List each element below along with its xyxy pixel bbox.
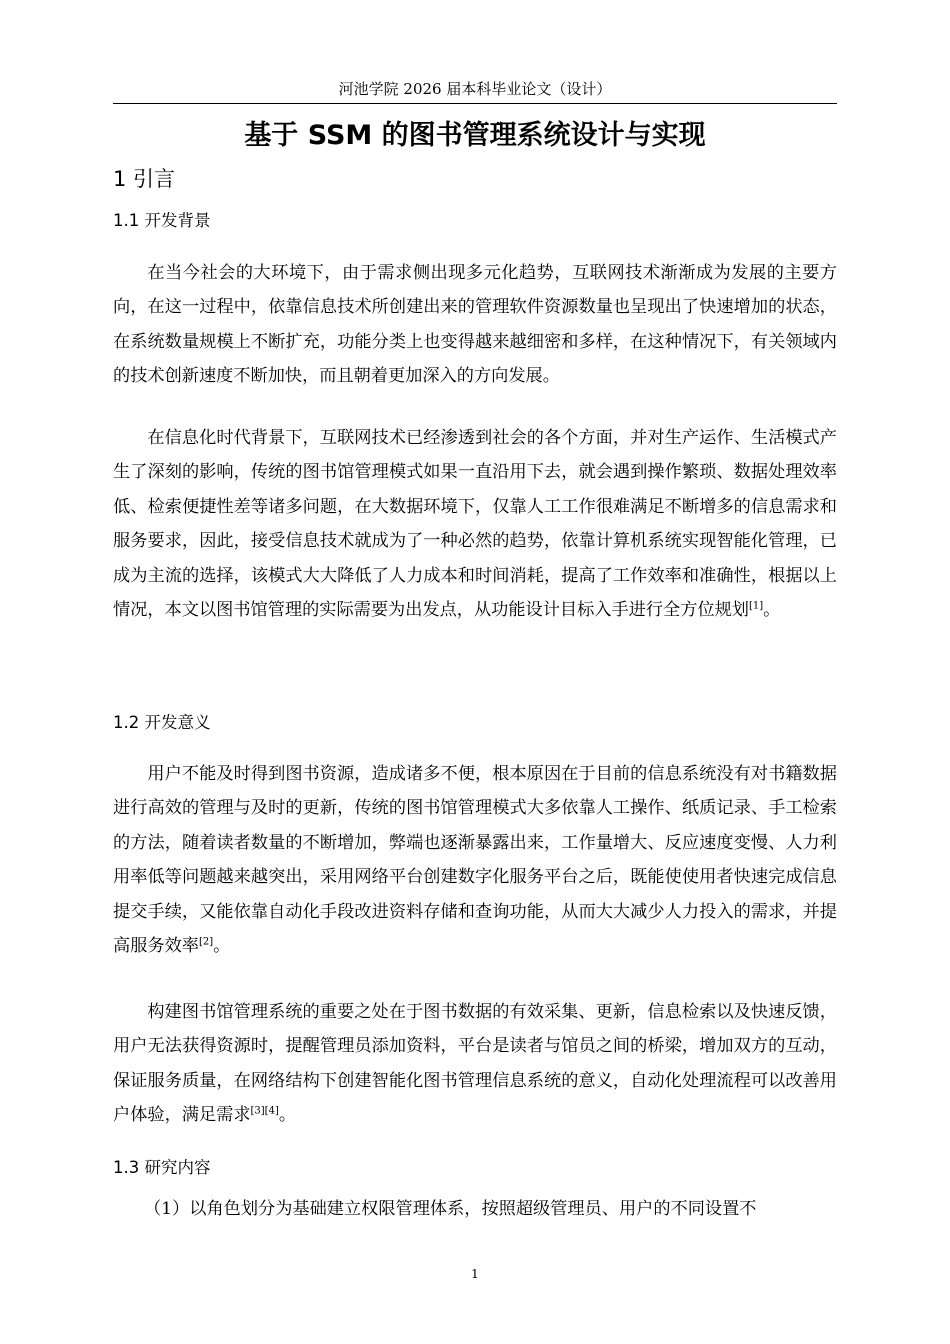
paragraph-background-1: 在当今社会的大环境下，由于需求侧出现多元化趋势，互联网技术渐渐成为发展的主要方向，在这一过程中，依靠信息技术所创建出来的管理软件资源数量也呈现出了快速增加的状态，在系统数量规模上不断扩充，功能分类上也变得越来越细密和多样，在这种情况下，有关领域内的技术创新速度不断加快，而且朝着更加深入的方向发展。 [113,263,837,387]
section-heading-1-1: 1.1 开发背景 [113,211,211,230]
citation-mark: [1] [748,600,764,612]
paragraph-text: 在信息化时代背景下，互联网技术已经渗透到社会的各个方面，并对生产运作、生活模式产生了深刻的影响，传统的图书馆管理模式如果一直沿用下去，就会遇到操作繁琐、数据处理效率低、检索便捷性差等诸多问题，在大数据环境下，仅靠人工工作很难满足不断增多的信息需求和服务要求，因此，接受信息技术就成为了一种必然的趋势，依靠计算机系统实现智能化管理，已成为主流的选择，该模式大大降低了人力成本和时间消耗，提高了工作效率和准确性，根据以上情况，本文以图书馆管理的实际需要为出发点，从功能设计目标入手进行全方位规划 [113,428,837,621]
running-header: 河池学院 2026 届本科毕业论文（设计） [338,80,612,98]
paragraph-end: 。 [763,600,781,621]
paragraph-research-content-1: （1）以角色划分为基础建立权限管理体系，按照超级管理员、用户的不同设置不 [143,1199,757,1219]
section-heading-1: 1 引言 [113,167,176,191]
document-title: 基于 SSM 的图书管理系统设计与实现 [244,120,706,151]
citation-mark: [2] [198,936,214,948]
page-number: 1 [471,1267,479,1281]
paragraph-end: 。 [278,1105,297,1126]
paragraph-text: 用户不能及时得到图书资源，造成诸多不便，根本原因在于目前的信息系统没有对书籍数据进行高效的管理与及时的更新，传统的图书馆管理模式大多依靠人工操作、纸质记录、手工检索的方法，随着读者数量的不断增加，弊端也逐渐暴露出来，工作量增大、反应速度变慢、人力利用率低等问题越来越突出，采用网络平台创建数字化服务平台之后，既能使使用者快速完成信息提交手续，又能依靠自动化手段改进资料存储和查询功能，从而大大减少人力投入的需求，并提高服务效率 [113,764,837,957]
paragraph-text: 构建图书馆管理系统的重要之处在于图书数据的有效采集、更新，信息检索以及快速反馈，用户无法获得资源时，提醒管理员添加资料，平台是读者与馆员之间的桥梁，增加双方的互动，保证服务质量，在网络结构下创建智能化图书管理信息系统的意义，自动化处理流程可以改善用户体验，满足需求 [113,1002,837,1126]
section-heading-1-2: 1.2 开发意义 [113,713,211,732]
header-rule [113,103,837,104]
paragraph-end: 。 [213,936,231,957]
paragraph-significance-2 [113,995,837,1133]
section-heading-1-3: 1.3 研究内容 [113,1158,211,1177]
paragraph-background-2 [113,421,837,627]
paragraph-significance-1 [113,757,837,963]
citation-mark: [3][4] [250,1105,279,1117]
